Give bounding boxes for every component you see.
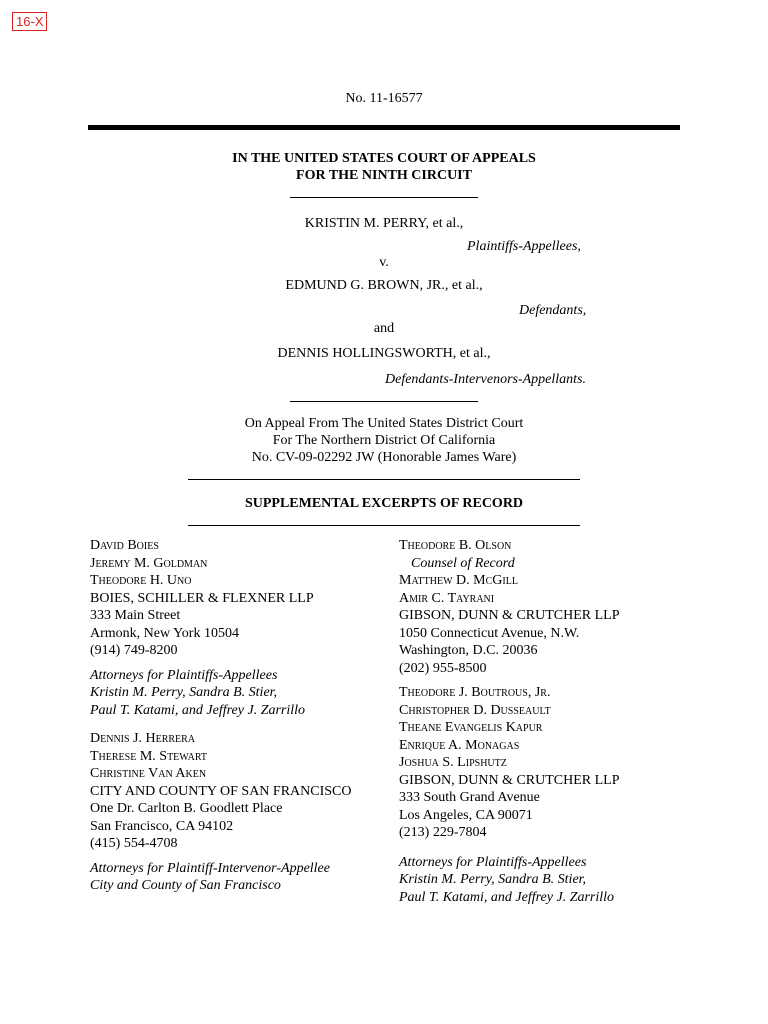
versus: v. bbox=[379, 255, 389, 270]
address-line: Armonk, New York 10504 bbox=[90, 625, 239, 641]
divider-long bbox=[188, 479, 580, 480]
attorney-name: Therese M. Stewart bbox=[90, 748, 208, 764]
right-counsel-column bbox=[399, 537, 620, 906]
attorney-name: Amir C. Tayrani bbox=[399, 590, 495, 606]
phone-number: (213) 229-7804 bbox=[399, 825, 487, 840]
attorney-name: Theodore H. Uno bbox=[90, 573, 192, 588]
firm-name: BOIES, SCHILLER & FLEXNER LLP bbox=[90, 590, 314, 606]
attorney-name: Christopher D. Dusseault bbox=[399, 702, 551, 718]
defendant-name: EDMUND G. BROWN, JR., et al., bbox=[285, 278, 483, 293]
counsel-of-record: Counsel of Record bbox=[411, 555, 515, 571]
exhibit-stamp: 16-X bbox=[12, 12, 47, 31]
attorney-role: Attorneys for Plaintiffs-Appellees bbox=[90, 667, 278, 683]
address-line: Los Angeles, CA 90071 bbox=[399, 807, 533, 823]
address-line: 333 Main Street bbox=[90, 608, 181, 623]
attorney-role: Attorneys for Plaintiffs-Appellees bbox=[399, 854, 587, 870]
appeal-line1: On Appeal From The United States District Court bbox=[244, 416, 524, 431]
divider-short-2 bbox=[290, 401, 478, 402]
attorney-role: City and County of San Francisco bbox=[90, 878, 281, 893]
phone-number: (415) 554-4708 bbox=[90, 836, 178, 851]
appeal-line3: No. CV-09-02292 JW (Honorable James Ware) bbox=[251, 450, 517, 465]
counsel-block-boutrous bbox=[399, 684, 620, 906]
attorney-name: Theane Evangelis Kapur bbox=[399, 720, 543, 735]
divider-long-2 bbox=[188, 525, 580, 526]
counsel-block-herrera bbox=[90, 730, 352, 895]
attorney-role: Paul T. Katami, and Jeffrey J. Zarrillo bbox=[90, 702, 306, 718]
firm-name: GIBSON, DUNN & CRUTCHER LLP bbox=[399, 772, 620, 788]
counsel-block-boies bbox=[90, 537, 352, 719]
court-name-line2: FOR THE NINTH CIRCUIT bbox=[296, 168, 472, 183]
document-title: SUPPLEMENTAL EXCERPTS OF RECORD bbox=[244, 496, 524, 511]
address-line: San Francisco, CA 94102 bbox=[90, 818, 234, 834]
attorney-name: Enrique A. Monagas bbox=[399, 737, 520, 753]
firm-name: CITY AND COUNTY OF SAN FRANCISCO bbox=[90, 783, 352, 799]
intervenor-role: Defendants-Intervenors-Appellants. bbox=[385, 372, 587, 387]
appeal-line2: For The Northern District Of California bbox=[272, 433, 496, 448]
court-name-line1: IN THE UNITED STATES COURT OF APPEALS bbox=[232, 151, 536, 166]
attorney-name: Christine Van Aken bbox=[90, 766, 207, 781]
attorney-role: Attorneys for Plaintiff-Intervenor-Appellee bbox=[90, 860, 330, 876]
attorney-name: Joshua S. Lipshutz bbox=[399, 755, 507, 770]
phone-number: (914) 749-8200 bbox=[90, 643, 178, 658]
left-counsel-column bbox=[90, 537, 352, 895]
attorney-role: Paul T. Katami, and Jeffrey J. Zarrillo bbox=[399, 889, 615, 905]
attorney-role: Kristin M. Perry, Sandra B. Stier, bbox=[399, 872, 587, 887]
attorney-name: Theodore B. Olson bbox=[399, 538, 512, 553]
plaintiff-role: Plaintiffs-Appellees, bbox=[467, 239, 581, 254]
intervenor-name: DENNIS HOLLINGSWORTH, et al., bbox=[277, 346, 491, 361]
attorney-role: Kristin M. Perry, Sandra B. Stier, bbox=[90, 685, 278, 700]
address-line: Washington, D.C. 20036 bbox=[399, 643, 538, 658]
and-connector: and bbox=[373, 321, 395, 336]
header-rule bbox=[88, 125, 680, 130]
plaintiff-name: KRISTIN M. PERRY, et al., bbox=[304, 216, 464, 231]
docket-number: No. 11-16577 bbox=[345, 91, 423, 106]
address-line: 1050 Connecticut Avenue, N.W. bbox=[399, 625, 580, 641]
defendant-role: Defendants, bbox=[519, 303, 587, 318]
divider-short bbox=[290, 197, 478, 198]
attorney-name: Theodore J. Boutrous, Jr. bbox=[399, 685, 551, 700]
counsel-block-olson bbox=[399, 537, 620, 677]
phone-number: (202) 955-8500 bbox=[399, 660, 487, 676]
attorney-name: David Boies bbox=[90, 538, 159, 553]
attorney-name: Dennis J. Herrera bbox=[90, 731, 196, 746]
address-line: One Dr. Carlton B. Goodlett Place bbox=[90, 801, 283, 816]
firm-name: GIBSON, DUNN & CRUTCHER LLP bbox=[399, 608, 620, 623]
attorney-name: Jeremy M. Goldman bbox=[90, 555, 208, 571]
attorney-name: Matthew D. McGill bbox=[399, 573, 518, 588]
address-line: 333 South Grand Avenue bbox=[399, 790, 540, 805]
